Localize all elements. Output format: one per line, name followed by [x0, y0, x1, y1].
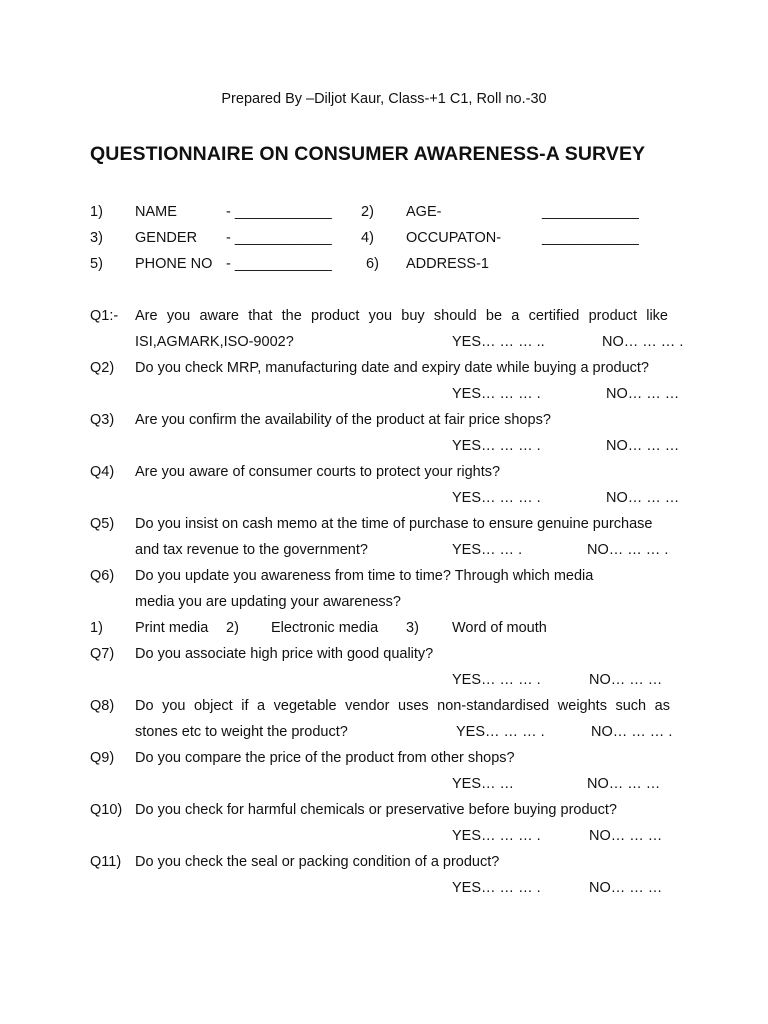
field-number: 5)	[90, 256, 103, 272]
question-number: Q11)	[90, 854, 122, 870]
no-option: NO… … …	[589, 828, 663, 844]
question-text: Do you update you awareness from time to time? Through which media	[135, 568, 594, 584]
no-option: NO… … …	[606, 438, 680, 454]
field-label-address: ADDRESS-1	[406, 256, 489, 272]
question-text: Do you check the seal or packing condition of a product?	[135, 854, 500, 870]
question-number: Q10)	[90, 802, 123, 818]
option-print-media: Print media	[135, 620, 209, 636]
question-text-cont: and tax revenue to the government?	[135, 542, 368, 558]
question-number: Q7)	[90, 646, 115, 662]
field-blank-age: ____________	[542, 204, 639, 220]
question-text: Do you associate high price with good quality?	[135, 646, 434, 662]
field-number: 2)	[361, 204, 374, 220]
question-number: Q4)	[90, 464, 115, 480]
question-number: Q3)	[90, 412, 115, 428]
question-text: Do you check for harmful chemicals or preservative before buying product?	[135, 802, 617, 818]
option-word-of-mouth: Word of mouth	[452, 620, 547, 636]
no-option: NO… … …	[589, 880, 663, 896]
prepared-by: Prepared By –Diljot Kaur, Class-+1 C1, Roll no.-30	[221, 91, 547, 107]
field-number: 3)	[90, 230, 103, 246]
question-text: Are you confirm the availability of the product at fair price shops?	[135, 412, 551, 428]
question-text-cont: stones etc to weight the product?	[135, 724, 348, 740]
question-text: Do you insist on cash memo at the time of purchase to ensure genuine purchase	[135, 516, 653, 532]
question-number: Q8)	[90, 698, 115, 714]
field-label-name: NAME	[135, 204, 177, 220]
question-text: Do you object if a vegetable vendor uses non-standardised weights such as	[135, 698, 670, 714]
question-text: Are you aware of consumer courts to protect your rights?	[135, 464, 501, 480]
yes-option: YES… … … .	[452, 672, 541, 688]
field-number: 6)	[366, 256, 379, 272]
yes-option: YES… … … .	[452, 828, 541, 844]
no-option: NO… … …	[587, 776, 661, 792]
yes-option: YES… … … .	[456, 724, 545, 740]
question-number: Q1:-	[90, 308, 119, 324]
field-label-phone: PHONE NO	[135, 256, 213, 272]
field-label-gender: GENDER	[135, 230, 198, 246]
question-text-cont: ISI,AGMARK,ISO-9002?	[135, 334, 294, 350]
option-number: 2)	[226, 620, 239, 636]
yes-option: YES… … … ..	[452, 334, 545, 350]
question-number: Q5)	[90, 516, 115, 532]
no-option: NO… … …	[606, 490, 680, 506]
yes-option: YES… … … .	[452, 880, 541, 896]
field-blank-phone: - ____________	[226, 256, 332, 272]
question-number: Q2)	[90, 360, 115, 376]
no-option: NO… … … .	[602, 334, 684, 350]
question-text-cont: media you are updating your awareness?	[135, 594, 401, 610]
field-blank-name: - ____________	[226, 204, 332, 220]
field-number: 4)	[361, 230, 374, 246]
option-electronic-media: Electronic media	[271, 620, 379, 636]
question-number: Q6)	[90, 568, 115, 584]
option-number: 1)	[90, 620, 103, 636]
question-text: Do you compare the price of the product from other shops?	[135, 750, 515, 766]
no-option: NO… … … .	[591, 724, 673, 740]
question-text: Do you check MRP, manufacturing date and expiry date while buying a product?	[135, 360, 649, 376]
page-title: QUESTIONNAIRE ON CONSUMER AWARENESS-A SURVEY	[90, 143, 646, 165]
no-option: NO… … …	[589, 672, 663, 688]
yes-option: YES… … … .	[452, 386, 541, 402]
no-option: NO… … …	[606, 386, 680, 402]
option-number: 3)	[406, 620, 419, 636]
field-blank-occupation: ____________	[542, 230, 639, 246]
question-number: Q9)	[90, 750, 115, 766]
field-number: 1)	[90, 204, 103, 220]
no-option: NO… … … .	[587, 542, 669, 558]
field-label-occupation: OCCUPATON-	[406, 230, 502, 246]
question-text: Are you aware that the product you buy should be a certified product like	[135, 308, 668, 324]
field-blank-gender: - ____________	[226, 230, 332, 246]
yes-option: YES… … … .	[452, 490, 541, 506]
yes-option: YES… … … .	[452, 438, 541, 454]
field-label-age: AGE-	[406, 204, 442, 220]
yes-option: YES… … .	[452, 542, 523, 558]
yes-option: YES… …	[452, 776, 515, 792]
